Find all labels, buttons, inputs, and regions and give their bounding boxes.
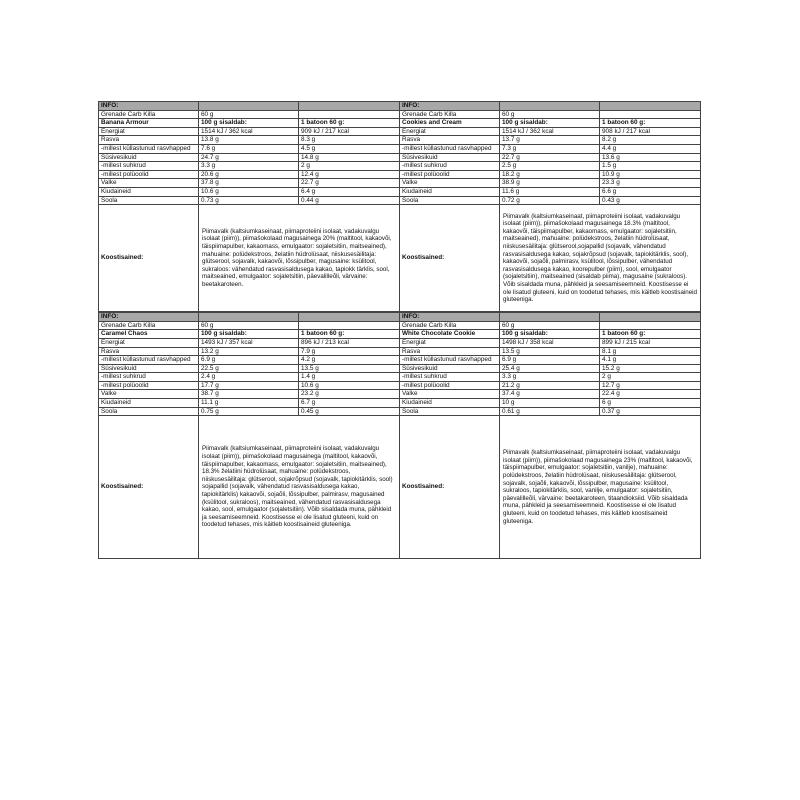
nutrient-label: Valke <box>400 179 500 188</box>
brand-row <box>99 110 400 119</box>
brand-name: Grenade Carb Killa <box>400 110 500 119</box>
brand-empty-cell <box>600 321 701 330</box>
column-header-per100: 100 g sisaldab: <box>199 119 299 128</box>
nutrient-perbar: 8.3 g <box>299 136 400 145</box>
info-empty-cell <box>500 102 600 111</box>
nutrition-panel <box>98 312 399 559</box>
nutrient-per100: 3.3 g <box>500 373 600 382</box>
nutrient-per100: 13.8 g <box>199 136 299 145</box>
column-header-perbar: 1 batoon 60 g: <box>299 119 400 128</box>
info-label: INFO: <box>99 313 199 322</box>
nutrient-label: Energiat <box>99 127 199 136</box>
nutrient-perbar: 899 kJ / 215 kcal <box>600 338 701 347</box>
nutrient-perbar: 4.1 g <box>600 356 701 365</box>
nutrient-label: Valke <box>99 390 199 399</box>
nutrient-row <box>400 356 701 365</box>
nutrient-label: -millest polüoolid <box>400 381 500 390</box>
nutrient-label: Süsivesikuid <box>400 153 500 162</box>
nutrient-per100: 25.4 g <box>500 364 600 373</box>
nutrient-per100: 6.9 g <box>500 356 600 365</box>
nutrient-per100: 18.2 g <box>500 170 600 179</box>
nutrient-label: Valke <box>99 179 199 188</box>
nutrient-label: Rasva <box>400 347 500 356</box>
nutrition-table <box>399 101 701 312</box>
info-label: INFO: <box>400 102 500 111</box>
nutrition-panel <box>399 101 700 312</box>
ingredients-row <box>400 416 701 559</box>
flavour-name: Cookies and Cream <box>400 119 500 128</box>
nutrient-per100: 38.9 g <box>500 179 600 188</box>
ingredients-label: Koostisained: <box>400 205 500 312</box>
nutrient-label: Rasva <box>99 136 199 145</box>
nutrient-label: Kiudaineid <box>400 187 500 196</box>
nutrient-per100: 0.72 g <box>500 196 600 205</box>
nutrient-per100: 0.73 g <box>199 196 299 205</box>
nutrient-per100: 11.6 g <box>500 187 600 196</box>
brand-row <box>400 321 701 330</box>
panel-row-bottom <box>98 312 700 559</box>
nutrient-perbar: 0.44 g <box>299 196 400 205</box>
brand-empty-cell <box>600 110 701 119</box>
nutrient-per100: 2.5 g <box>500 162 600 171</box>
nutrient-row <box>99 356 400 365</box>
nutrient-perbar: 0.43 g <box>600 196 701 205</box>
nutrient-label: Soola <box>99 196 199 205</box>
nutrient-perbar: 10.6 g <box>299 381 400 390</box>
nutrient-row <box>99 381 400 390</box>
nutrient-row <box>400 127 701 136</box>
nutrient-label: Energiat <box>400 338 500 347</box>
nutrient-label: -millest suhkrud <box>99 373 199 382</box>
nutrient-label: Energiat <box>99 338 199 347</box>
flavour-row <box>400 119 701 128</box>
ingredients-row <box>99 416 400 559</box>
nutrient-perbar: 14.8 g <box>299 153 400 162</box>
brand-empty-cell <box>299 110 400 119</box>
nutrient-perbar: 13.5 g <box>299 364 400 373</box>
nutrient-perbar: 12.7 g <box>600 381 701 390</box>
nutrient-perbar: 6.4 g <box>299 187 400 196</box>
nutrient-label: Süsivesikuid <box>99 153 199 162</box>
flavour-row <box>99 119 400 128</box>
nutrition-table <box>98 312 400 559</box>
nutrient-row <box>99 162 400 171</box>
nutrient-per100: 22.5 g <box>199 364 299 373</box>
nutrient-label: Süsivesikuid <box>99 364 199 373</box>
nutrient-label: Kiudaineid <box>400 399 500 408</box>
nutrient-row <box>400 407 701 416</box>
flavour-row <box>99 330 400 339</box>
nutrient-perbar: 4.4 g <box>600 144 701 153</box>
nutrient-row <box>99 338 400 347</box>
nutrient-row <box>400 364 701 373</box>
nutrient-perbar: 23.2 g <box>299 390 400 399</box>
nutrient-row <box>99 196 400 205</box>
info-empty-cell <box>600 102 701 111</box>
nutrient-per100: 1498 kJ / 358 kcal <box>500 338 600 347</box>
bar-weight: 60 g <box>500 321 600 330</box>
nutrient-per100: 20.6 g <box>199 170 299 179</box>
nutrient-label: -millest polüoolid <box>99 170 199 179</box>
nutrient-per100: 13.5 g <box>500 347 600 356</box>
nutrient-row <box>99 170 400 179</box>
nutrient-row <box>99 347 400 356</box>
nutrient-perbar: 0.45 g <box>299 407 400 416</box>
info-empty-cell <box>199 313 299 322</box>
column-header-per100: 100 g sisaldab: <box>500 119 600 128</box>
nutrient-row <box>400 170 701 179</box>
nutrient-row <box>400 179 701 188</box>
nutrient-per100: 38.7 g <box>199 390 299 399</box>
nutrient-perbar: 896 kJ / 213 kcal <box>299 338 400 347</box>
nutrient-row <box>400 162 701 171</box>
nutrition-panel <box>399 312 700 559</box>
bar-weight: 60 g <box>199 110 299 119</box>
nutrient-perbar: 909 kJ / 217 kcal <box>299 127 400 136</box>
brand-row <box>400 110 701 119</box>
nutrient-perbar: 0.37 g <box>600 407 701 416</box>
info-empty-cell <box>199 102 299 111</box>
nutrient-row <box>400 338 701 347</box>
flavour-name: Banana Armour <box>99 119 199 128</box>
nutrient-per100: 7.3 g <box>500 144 600 153</box>
nutrition-panel <box>98 101 399 312</box>
nutrient-perbar: 6.7 g <box>299 399 400 408</box>
brand-name: Grenade Carb Killa <box>99 110 199 119</box>
ingredients-row <box>400 205 701 312</box>
nutrient-perbar: 12.4 g <box>299 170 400 179</box>
nutrient-label: -millest polüoolid <box>99 381 199 390</box>
nutrient-per100: 0.75 g <box>199 407 299 416</box>
nutrient-row <box>99 399 400 408</box>
column-header-per100: 100 g sisaldab: <box>500 330 600 339</box>
nutrient-label: Soola <box>400 407 500 416</box>
nutrient-label: Valke <box>400 390 500 399</box>
nutrient-label: Süsivesikuid <box>400 364 500 373</box>
nutrient-per100: 13.7 g <box>500 136 600 145</box>
brand-name: Grenade Carb Killa <box>400 321 500 330</box>
nutrient-label: Soola <box>99 407 199 416</box>
nutrient-row <box>99 390 400 399</box>
nutrient-label: -millest küllastunud rasvhapped <box>99 144 199 153</box>
ingredients-row <box>99 205 400 312</box>
nutrient-perbar: 23.3 g <box>600 179 701 188</box>
ingredients-text: Piimavalk (kaltsiumkaseinaat, piimaproteiini isolaat, vadakuvalgu isolaat (piim)), piimašokolaad magusainega (maltitool, kakaovõi, täispiimapulber, kakaomass, emulgaator: sojaletsitiin, maitseained), 18.3% želatiini hüdrolüsaat, mahuaine: polüdekstroos, niiskusesäilitaja: glütserool, sojakrõpsud (sojavalk, tapiokitärklis, sool) sojapallid (sojavalk, vähendatud rasvasisaldusega kakao, tapiokitärklis) kakaovõi, sojaõli, lõssipulber, palmirasv, magusained (ksülitool, sukraloos), maitseained, vähendatud rasvasisaldusega kakao, sool, emulgaator (sojaletsitiin). Võib sisaldada muna, pähkleid ja seesamiseemneid. Koostisesse ei ole lisatud gluteeni, kuid on toodetud tehases, mis käitleb koostisaineid gluteeniga. <box>199 416 400 559</box>
nutrient-per100: 2.4 g <box>199 373 299 382</box>
info-empty-cell <box>500 313 600 322</box>
info-header-row <box>400 313 701 322</box>
nutrient-perbar: 7.9 g <box>299 347 400 356</box>
nutrient-label: -millest suhkrud <box>99 162 199 171</box>
nutrient-per100: 22.7 g <box>500 153 600 162</box>
ingredients-text: Piimavalk (kaltsiumkaseinaat, piimaproteiini isolaat, vadakuvalgu isolaat (piim)), piimašokolaad magusainega 18.3% (maltitool, kakaovõi, täispiimapulber, kakaomass, emulgaator: sojaletsitiin, maitseained), mahuaine: polüdekstroos, želatiin hüdrolüsaat, niiskusesäilitaja: glütserool,sojapallid (sojavalk, vähendatud rasvasisaldusega kakao, sojakrõpsud (sojavalk, tapiokitärklis, sool), kakaovõi, sojaõli, palmirasv, ksülitool, lõssipulber, vähendatud rasvasisaldusega kakao, koorepulber (piim), sool, emulgaator (sojaletsitiin), maitseained (sisaldab piima), magusaine (sukraloos). Võib sisaldada muna, pähkleid ja seesamiseemneid. Koostisesse ei ole lisatud gluteeni, kuid on toodetud tehases, mis käitleb koostisaineid gluteeniga. <box>500 205 701 312</box>
info-empty-cell <box>299 313 400 322</box>
nutrient-per100: 10 g <box>500 399 600 408</box>
nutrient-per100: 37.4 g <box>500 390 600 399</box>
nutrient-perbar: 13.6 g <box>600 153 701 162</box>
info-header-row <box>99 102 400 111</box>
nutrient-row <box>99 179 400 188</box>
nutrient-row <box>400 144 701 153</box>
nutrient-perbar: 1.5 g <box>600 162 701 171</box>
nutrient-perbar: 15.2 g <box>600 364 701 373</box>
nutrient-per100: 1514 kJ / 362 kcal <box>500 127 600 136</box>
nutrient-perbar: 4.2 g <box>299 356 400 365</box>
nutrient-per100: 10.6 g <box>199 187 299 196</box>
nutrient-perbar: 2 g <box>600 373 701 382</box>
nutrient-label: Kiudaineid <box>99 187 199 196</box>
nutrient-row <box>400 390 701 399</box>
nutrient-row <box>99 407 400 416</box>
nutrient-label: -millest suhkrud <box>400 162 500 171</box>
nutrient-label: -millest suhkrud <box>400 373 500 382</box>
nutrient-per100: 24.7 g <box>199 153 299 162</box>
panel-row-top <box>98 101 700 312</box>
column-header-per100: 100 g sisaldab: <box>199 330 299 339</box>
nutrient-perbar: 908 kJ / 217 kcal <box>600 127 701 136</box>
nutrient-perbar: 1.4 g <box>299 373 400 382</box>
nutrient-per100: 21.2 g <box>500 381 600 390</box>
nutrient-label: -millest küllastunud rasvhapped <box>99 356 199 365</box>
info-empty-cell <box>299 102 400 111</box>
nutrient-row <box>99 364 400 373</box>
flavour-row <box>400 330 701 339</box>
flavour-name: White Chocolate Cookie <box>400 330 500 339</box>
bar-weight: 60 g <box>500 110 600 119</box>
nutrient-row <box>400 153 701 162</box>
nutrition-grid <box>98 101 700 559</box>
nutrient-perbar: 22.4 g <box>600 390 701 399</box>
nutrient-per100: 1514 kJ / 362 kcal <box>199 127 299 136</box>
nutrient-per100: 17.7 g <box>199 381 299 390</box>
info-header-row <box>99 313 400 322</box>
nutrient-perbar: 8.2 g <box>600 136 701 145</box>
nutrient-row <box>400 196 701 205</box>
nutrient-row <box>99 144 400 153</box>
nutrient-label: Rasva <box>400 136 500 145</box>
ingredients-label: Koostisained: <box>400 416 500 559</box>
nutrient-per100: 37.8 g <box>199 179 299 188</box>
nutrient-label: -millest küllastunud rasvhapped <box>400 356 500 365</box>
brand-empty-cell <box>299 321 400 330</box>
nutrient-perbar: 6 g <box>600 399 701 408</box>
nutrient-per100: 7.6 g <box>199 144 299 153</box>
nutrient-label: Kiudaineid <box>99 399 199 408</box>
nutrient-label: Energiat <box>400 127 500 136</box>
nutrient-row <box>400 381 701 390</box>
nutrient-per100: 0.61 g <box>500 407 600 416</box>
nutrient-perbar: 6.6 g <box>600 187 701 196</box>
nutrient-row <box>99 127 400 136</box>
nutrient-row <box>400 373 701 382</box>
nutrient-per100: 11.1 g <box>199 399 299 408</box>
info-empty-cell <box>600 313 701 322</box>
nutrient-per100: 13.2 g <box>199 347 299 356</box>
nutrient-label: -millest küllastunud rasvhapped <box>400 144 500 153</box>
nutrient-label: -millest polüoolid <box>400 170 500 179</box>
brand-row <box>99 321 400 330</box>
nutrient-per100: 1493 kJ / 357 kcal <box>199 338 299 347</box>
nutrient-perbar: 22.7 g <box>299 179 400 188</box>
nutrient-perbar: 2 g <box>299 162 400 171</box>
nutrient-row <box>400 347 701 356</box>
nutrient-row <box>400 399 701 408</box>
nutrient-row <box>99 187 400 196</box>
column-header-perbar: 1 batoon 60 g: <box>600 119 701 128</box>
info-header-row <box>400 102 701 111</box>
nutrient-perbar: 4.5 g <box>299 144 400 153</box>
nutrient-label: Rasva <box>99 347 199 356</box>
info-label: INFO: <box>99 102 199 111</box>
nutrition-table <box>98 101 400 312</box>
info-label: INFO: <box>400 313 500 322</box>
ingredients-label: Koostisained: <box>99 205 199 312</box>
ingredients-text: Piimavalk (kaltsiumkaseinaat, piimaproteiini isolaat, vadakuvalgu isolaat (piim)), piimašokolaad magusainega 23% (maltitool, kakaovõi, täispiimapulber, emulgaator: sojaletsitiin, vanilje), mahuaine: polüdekstroos, želatiin hüdrolüsaat, niiskusesäilitaja: glütserool, sojavalk, sojaõli, kakaovõi, lõssipulber, magusaine: ksülitool, sukraloos, tapiokitärklis, sool, vanilje, emulgaator: sojaletsitiin, päevalilleõli, värvaine: beetakaroteen, titaandioksiid. Võib sisaldada muna, pähkleid ja seesamiseemneid. Koostisesse ei ole lisatud gluteeni, kuid on toodetud tehases, mis käitleb koostisaineid gluteeniga. <box>500 416 701 559</box>
column-header-perbar: 1 batoon 60 g: <box>299 330 400 339</box>
nutrient-per100: 3.3 g <box>199 162 299 171</box>
bar-weight: 60 g <box>199 321 299 330</box>
nutrient-perbar: 8.1 g <box>600 347 701 356</box>
nutrient-row <box>99 373 400 382</box>
nutrient-per100: 6.9 g <box>199 356 299 365</box>
nutrition-table <box>399 312 701 559</box>
nutrient-row <box>99 153 400 162</box>
brand-name: Grenade Carb Killa <box>99 321 199 330</box>
column-header-perbar: 1 batoon 60 g: <box>600 330 701 339</box>
ingredients-text: Piimavalk (kaltsiumkaseinaat, piimaproteiini isolaat, vadakuvalgu isolaat (piim)), piimašokolaad magusainega 20% (maltitool, kakaovõi, täispiimapulber, kakaomass, emulgaator: sojaletsitiin, maitseained), mahuaine: polüdekstroos, želatiin hüdrolüsaat, niiskusesäilitaja: glütserool, sojavalk, kakaovõi, lõssipulber, magusaine: ksülitool, sukraloos: vähendatud rasvasisaldusega kakao, tapiokk tärklis, sool, maitseained, emulgaator: sojaletsitiin, päevalilleõli, värvaine: beetakaroteen. <box>199 205 400 312</box>
ingredients-label: Koostisained: <box>99 416 199 559</box>
nutrient-row <box>400 136 701 145</box>
nutrient-label: Soola <box>400 196 500 205</box>
flavour-name: Caramel Chaos <box>99 330 199 339</box>
nutrient-row <box>400 187 701 196</box>
nutrient-row <box>99 136 400 145</box>
nutrient-perbar: 10.9 g <box>600 170 701 179</box>
